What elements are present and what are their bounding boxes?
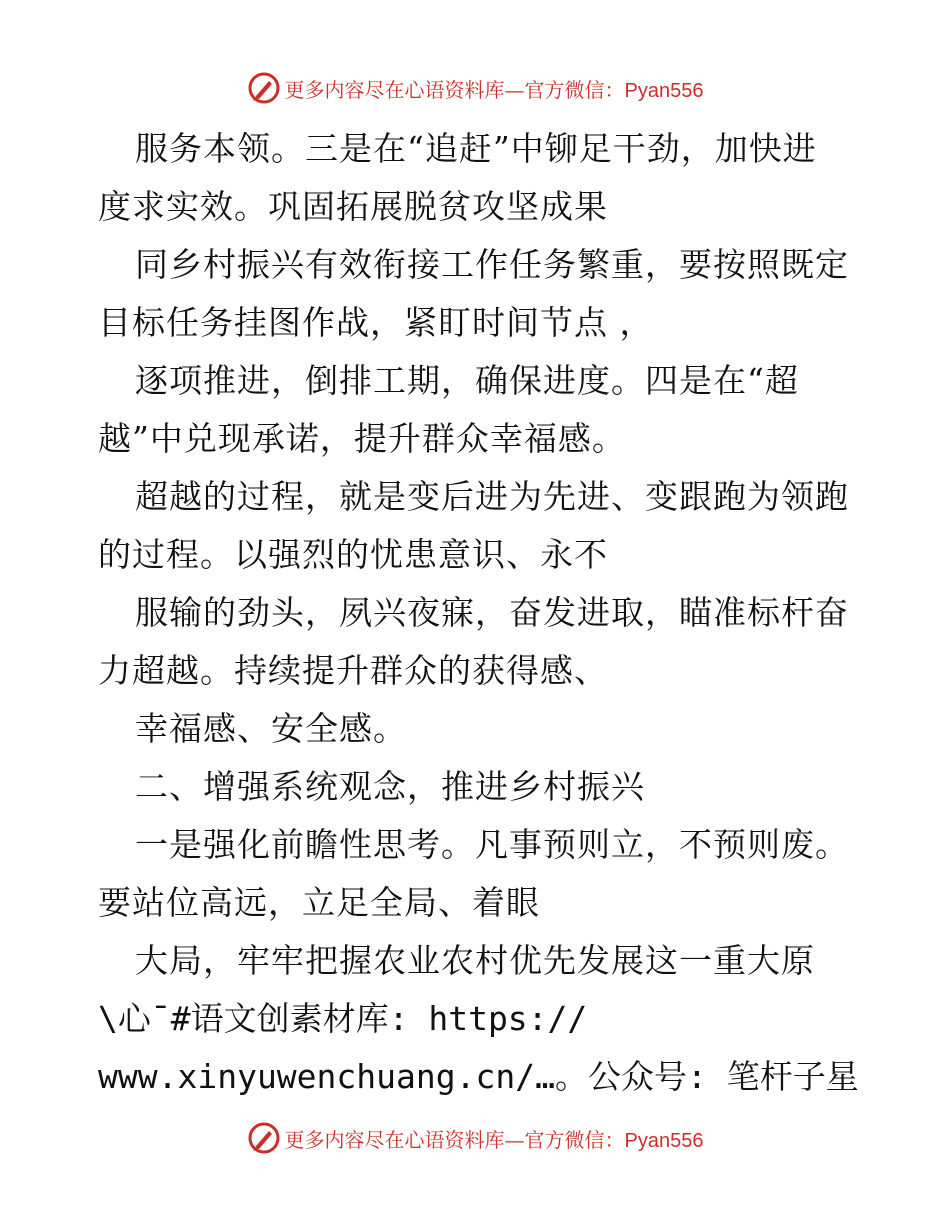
text-line: 要站位高远，立足全局、着眼	[98, 883, 540, 922]
header-watermark	[0, 68, 950, 108]
text-line: 幸福感、安全感。	[135, 709, 407, 748]
text-line: 度求实效。巩固拓展脱贫攻坚成果	[98, 187, 608, 226]
text-line: 大局，牢牢把握农业农村优先发展这一重大原	[135, 941, 815, 980]
text-line: www.xinyuwenchuang.cn/…。公众号: 笔杆子星	[98, 1057, 859, 1096]
text-line: 越”中兑现承诺，提升群众幸福感。	[98, 419, 626, 458]
watermark-text: 更多内容尽在心语资料库—官方微信：Pyan556	[284, 77, 704, 102]
section-heading: 二、增强系统观念，推进乡村振兴	[135, 767, 645, 806]
text-line: 力超越。持续提升群众的获得感、	[98, 651, 608, 690]
text-line: 服务本领。三是在“追赶”中铆足干劲，加快进	[135, 129, 817, 168]
watermark-text: 更多内容尽在心语资料库—官方微信：Pyan556	[284, 1127, 704, 1152]
watermark-handle: Pyan556	[624, 1129, 704, 1152]
text-line: 同乡村振兴有效衔接工作任务繁重，要按照既定	[135, 245, 849, 284]
text-line: \心¯#语文创素材库: https://	[98, 999, 588, 1038]
text-line: 目标任务挂图作战，紧盯时间节点 ，	[98, 303, 654, 342]
text-line: 一是强化前瞻性思考。凡事预则立，不预则废。	[135, 825, 849, 864]
text-line: 的过程。以强烈的忧患意识、永不	[98, 535, 608, 574]
watermark-handle: Pyan556	[624, 79, 704, 102]
pen-logo-icon	[247, 71, 281, 105]
footer-watermark	[0, 1118, 950, 1158]
text-line: 超越的过程，就是变后进为先进、变跟跑为领跑	[135, 477, 849, 516]
text-line: 逐项推进，倒排工期，确保进度。四是在“超	[135, 361, 799, 400]
document-body	[98, 120, 858, 1106]
text-line: 服输的劲头，夙兴夜寐，奋发进取，瞄准标杆奋	[135, 593, 849, 632]
pen-logo-icon	[247, 1121, 281, 1155]
